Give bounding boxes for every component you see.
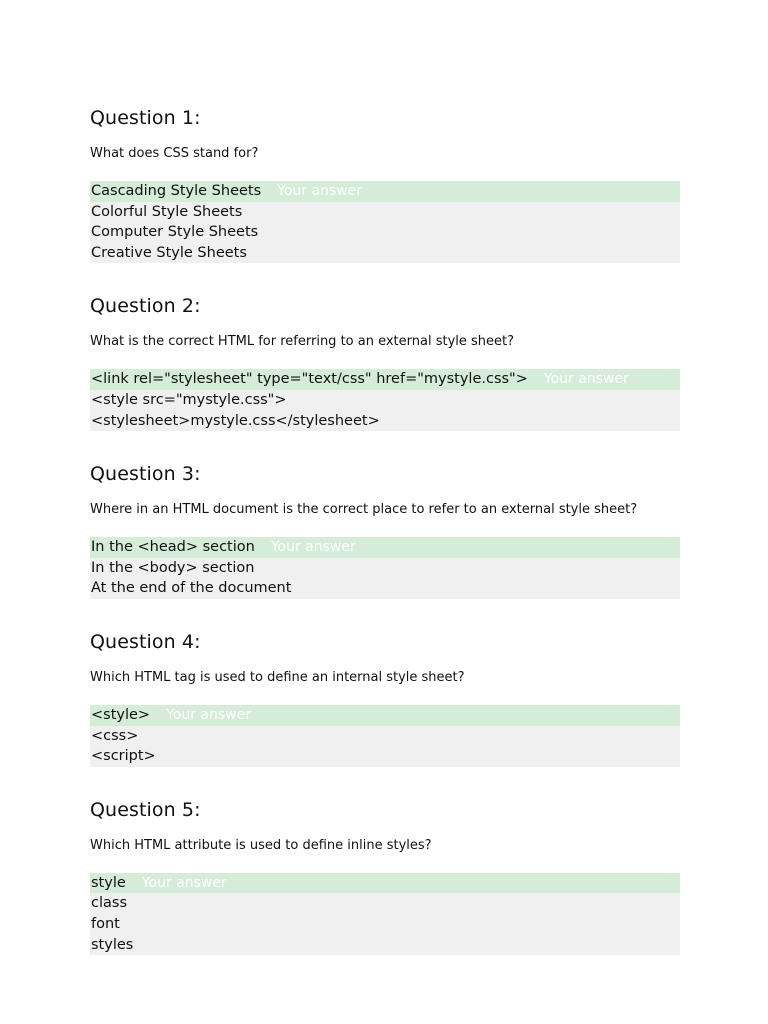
answer-options <box>90 873 680 955</box>
answer-option[interactable] <box>90 202 680 223</box>
answer-option[interactable] <box>90 726 680 747</box>
answer-option-correct[interactable] <box>90 873 680 894</box>
answer-options <box>90 537 680 599</box>
your-answer-tag: Your answer <box>543 371 629 388</box>
question-text: Where in an HTML document is the correct place to refer to an external style sheet? <box>90 502 638 518</box>
question-title: Question 5: <box>90 798 201 821</box>
question-text: What does CSS stand for? <box>90 146 259 161</box>
option-label: At the end of the document <box>91 580 292 597</box>
option-label: In the <body> section <box>91 559 255 576</box>
answer-option[interactable] <box>90 558 680 579</box>
answer-option[interactable] <box>90 914 680 935</box>
option-label: <link rel="stylesheet" type="text/css" href="mystyle.css"> <box>91 371 528 388</box>
question-1 <box>90 103 680 263</box>
answer-options <box>90 369 680 431</box>
question-title: Question 2: <box>90 295 201 318</box>
question-text: Which HTML tag is used to define an internal style sheet? <box>90 669 465 685</box>
question-title: Question 4: <box>90 630 201 653</box>
question-title: Question 1: <box>90 107 201 129</box>
answer-option[interactable] <box>90 222 680 243</box>
option-label: style <box>91 874 126 891</box>
question-title: Question 3: <box>90 463 201 486</box>
option-label: Colorful Style Sheets <box>91 203 243 220</box>
option-label: <css> <box>91 727 139 744</box>
option-label: Cascading Style Sheets <box>91 183 262 199</box>
answer-option[interactable] <box>90 390 680 411</box>
your-answer-tag: Your answer <box>270 539 356 556</box>
answer-option[interactable] <box>90 746 680 767</box>
question-5 <box>90 795 680 955</box>
answer-options <box>90 181 680 263</box>
answer-option[interactable] <box>90 935 680 956</box>
option-label: <script> <box>91 748 156 765</box>
your-answer-tag: Your answer <box>141 874 227 891</box>
question-4 <box>90 627 680 767</box>
question-text: What is the correct HTML for referring to an external style sheet? <box>90 334 515 350</box>
option-label: Computer Style Sheets <box>91 224 259 241</box>
option-label: Creative Style Sheets <box>91 244 247 261</box>
answer-option-correct[interactable] <box>90 181 680 202</box>
option-label: styles <box>91 936 134 953</box>
answer-option[interactable] <box>90 411 680 432</box>
answer-option[interactable] <box>90 893 680 914</box>
option-label: In the <head> section <box>91 539 255 556</box>
option-label: class <box>91 895 127 912</box>
answer-option-correct[interactable] <box>90 537 680 558</box>
answer-option[interactable] <box>90 243 680 264</box>
option-label: <stylesheet>mystyle.css</stylesheet> <box>91 412 380 429</box>
answer-option-correct[interactable] <box>90 369 680 390</box>
question-text: Which HTML attribute is used to define inline styles? <box>90 837 432 853</box>
your-answer-tag: Your answer <box>166 706 251 723</box>
quiz-page <box>90 103 680 971</box>
option-label: <style src="mystyle.css"> <box>91 391 287 408</box>
question-3 <box>90 459 680 599</box>
option-label: font <box>91 915 120 932</box>
your-answer-tag: Your answer <box>277 183 363 199</box>
option-label: <style> <box>91 706 151 723</box>
answer-option[interactable] <box>90 578 680 599</box>
answer-option-correct[interactable] <box>90 705 680 726</box>
question-2 <box>90 291 680 431</box>
answer-options <box>90 705 680 767</box>
